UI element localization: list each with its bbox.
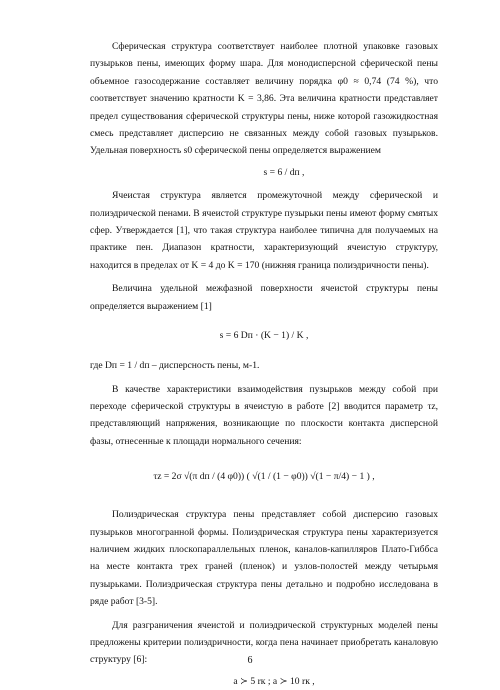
formula-criteria xyxy=(90,673,438,690)
paragraph-dispersity: где Dп = 1 / dп – дисперсность пены, м-1. xyxy=(90,360,260,372)
formula-text: s = 6 / dп , xyxy=(263,166,305,178)
page-number: 6 xyxy=(247,655,253,666)
paragraph-interfacial: Величина удельной межфазной поверхности ячеистой структуры пены определяется выражением [1] xyxy=(90,283,438,312)
paragraph-polyhedral: Полиэдрическая структура пены представляет собой дисперсию газовых пузырьков многогранной формы. Полиэдрическая структура пены характеризуется наличием жидких плоскопараллельных пленок, каналов-капилляров Плато-Гиббса на месте контакта трех граней (пленок) и узлов-полостей между четырьмя пузырьками. Полиэдрическая структура пены детально и подробно исследована в ряде работ [3-5]. xyxy=(90,509,438,608)
paragraph-criteria: Для разграничения ячеистой и полиэдрической структурных моделей пены предложены критерии полиэдричности, когда пена начинает приобретать каналовую структуру [6]: xyxy=(90,619,438,666)
paragraph-interaction: В качестве характеристики взаимодействия пузырьков между собой при переходе сферической структуры в ячеистую в работе [2] вводится параметр τz, представляющий напряжения, возникающие по плоскости контакта дисперсной фазы, отнесенные к площади нормального сечения: xyxy=(90,383,438,447)
formula-surface-cellular xyxy=(90,319,438,353)
formula-text: a ≻ 5 rк ; a ≻ 10 rк , xyxy=(233,675,315,687)
formula-tau xyxy=(90,454,438,500)
formula-text: τz = 2σ √(π dп / (4 φ0)) ( √(1 / (1 − φ0)) √(1 − π/4) − 1 ) , xyxy=(153,471,375,483)
paragraph-cellular: Ячеистая структура является промежуточной между сферической и полиэдрической пенами. В ячеистой структуре пузырьки пены имеют форму смятых сфер. Утверждается [1], что такая структура наиболее типична для получаемых на практике пен. Диапазон кратности, характеризующий ячеистую структуру, находится в пределах от K = 4 до K = 170 (нижняя граница полиэдричности пены). xyxy=(90,190,438,271)
formula-text: s = 6 Dп · (K − 1) / K , xyxy=(219,330,309,342)
paragraph-spherical: Сферическая структура соответствует наиболее плотной упаковке газовых пузырьков пены, имеющих форму шара. Для монодисперсной сферической пены объемное газосодержание составляет величину порядка φ0 ≈ 0,74 (74 %), что соответствует значению кратности K = 3,86. Эта величина кратности представляет предел существования сферической структуры пены, ниже которой газожидкостная смесь представляет дисперсию не связанных между собой газовых пузырьков. Удельная поверхность s0 сферической пены определяется выражением xyxy=(90,41,438,157)
formula-surface-spherical xyxy=(90,164,438,181)
